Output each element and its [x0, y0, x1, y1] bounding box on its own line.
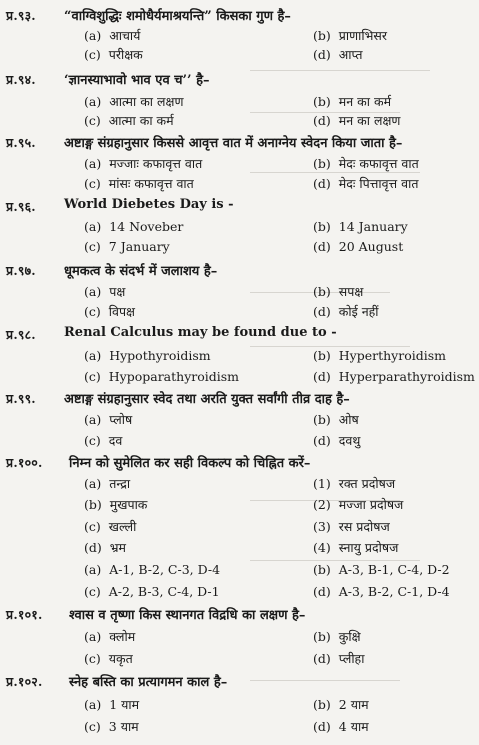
- option-b[interactable]: (b) सपक्ष: [313, 284, 364, 299]
- option-c[interactable]: (c) परीक्षक: [84, 47, 143, 62]
- question-number: प्र.९९.: [6, 391, 36, 406]
- question-text: अष्टाङ्ग संग्रहानुसार स्वेद तथा अरति युक्त सर्वांगी तीव्र दाह है–: [64, 392, 350, 407]
- bleed-through-line: [250, 346, 410, 347]
- option-d[interactable]: (d) 4 याम: [313, 719, 369, 734]
- option-a[interactable]: (a) मज्जाः कफावृत्त वात: [84, 156, 203, 171]
- match-right-item: (1) रक्त प्रदोषज: [313, 476, 396, 491]
- question-text: World Diebetes Day is -: [64, 197, 234, 212]
- option-d[interactable]: (d) आप्त: [313, 47, 363, 62]
- option-b[interactable]: (b) प्राणाभिसर: [313, 28, 387, 43]
- option-b[interactable]: (b) कुक्षि: [313, 629, 361, 644]
- option-b[interactable]: (b) ओष: [313, 412, 359, 427]
- question-number: प्र.९३.: [6, 8, 36, 23]
- option-a[interactable]: (a) प्लोष: [84, 412, 133, 427]
- match-left-item: (b) मुखपाक: [84, 497, 148, 512]
- match-right-item: (4) स्नायु प्रदोषज: [313, 540, 399, 555]
- option-a[interactable]: (a) 14 Noveber: [84, 219, 184, 234]
- question-text: “वाग्विशुद्धिः शमोधैर्यमाश्रयन्ति” किसका गुण है–: [64, 9, 291, 24]
- question-text: अष्टाङ्ग संग्रहानुसार किससे आवृत्त वात में अनाग्नेय स्वेदन किया जाता है–: [64, 136, 403, 151]
- question-text: निम्न को सुमेलित कर सही विकल्प को चिह्नित करें–: [69, 456, 311, 471]
- question-number: प्र.९४.: [6, 72, 36, 87]
- question-number: प्र.१०१.: [6, 607, 43, 622]
- option-b[interactable]: (b) A-3, B-1, C-4, D-2: [313, 562, 450, 577]
- question-number: प्र.९५.: [6, 135, 36, 150]
- match-right-item: (3) रस प्रदोषज: [313, 519, 390, 534]
- question-number: प्र.१००.: [6, 455, 43, 470]
- option-c[interactable]: (c) विपक्ष: [84, 304, 136, 319]
- option-d[interactable]: (d) दवथु: [313, 433, 361, 448]
- bleed-through-line: [250, 70, 430, 71]
- option-a[interactable]: (a) पक्ष: [84, 284, 126, 299]
- option-c[interactable]: (c) आत्मा का कर्म: [84, 113, 174, 128]
- option-c[interactable]: (c) 3 याम: [84, 719, 139, 734]
- option-b[interactable]: (b) Hyperthyroidism: [313, 348, 447, 363]
- option-c[interactable]: (c) यकृत: [84, 651, 133, 666]
- option-c[interactable]: (c) मांसः कफावृत्त वात: [84, 176, 194, 191]
- question-text: धूमकत्व के संदर्भ में जलाशय है–: [64, 264, 218, 279]
- option-d[interactable]: (d) मन का लक्षण: [313, 113, 401, 128]
- question-number: प्र.९७.: [6, 263, 36, 278]
- option-b[interactable]: (b) मन का कर्म: [313, 94, 392, 109]
- match-right-item: (2) मज्जा प्रदोषज: [313, 497, 404, 512]
- question-number: प्र.९६.: [6, 199, 36, 214]
- question-number: प्र.९८.: [6, 327, 36, 342]
- question-number: प्र.१०२.: [6, 674, 43, 689]
- option-b[interactable]: (b) 14 January: [313, 219, 408, 234]
- bleed-through-line: [250, 680, 400, 681]
- option-d[interactable]: (d) Hyperparathyroidism: [313, 369, 475, 384]
- match-left-item: (d) भ्रम: [84, 540, 127, 555]
- option-c[interactable]: (c) A-2, B-3, C-4, D-1: [84, 584, 220, 599]
- option-d[interactable]: (d) 20 August: [313, 239, 404, 254]
- bleed-through-line: [250, 172, 420, 173]
- question-text: Renal Calculus may be found due to -: [64, 325, 337, 340]
- option-d[interactable]: (d) प्लीहा: [313, 651, 365, 666]
- question-text: श्वास व तृष्णा किस स्थानगत विद्रधि का लक्षण है–: [69, 608, 306, 623]
- option-c[interactable]: (c) दव: [84, 433, 123, 448]
- option-d[interactable]: (d) मेदः पित्तावृत्त वात: [313, 176, 419, 191]
- option-c[interactable]: (c) 7 January: [84, 239, 170, 254]
- option-a[interactable]: (a) क्लोम: [84, 629, 136, 644]
- option-d[interactable]: (d) A-3, B-2, C-1, D-4: [313, 584, 450, 599]
- option-c[interactable]: (c) Hypoparathyroidism: [84, 369, 240, 384]
- option-b[interactable]: (b) मेदः कफावृत्त वात: [313, 156, 419, 171]
- question-text: ‘ज्ञानस्याभावो भाव एव च’’ है–: [64, 73, 210, 88]
- option-a[interactable]: (a) A-1, B-2, C-3, D-4: [84, 562, 221, 577]
- option-a[interactable]: (a) आत्मा का लक्षण: [84, 94, 184, 109]
- option-a[interactable]: (a) Hypothyroidism: [84, 348, 211, 363]
- match-left-item: (a) तन्द्रा: [84, 476, 131, 491]
- option-a[interactable]: (a) 1 याम: [84, 697, 140, 712]
- option-d[interactable]: (d) कोई नहीं: [313, 304, 379, 319]
- bleed-through-line: [250, 560, 420, 561]
- option-b[interactable]: (b) 2 याम: [313, 697, 369, 712]
- question-text: स्नेह बस्ति का प्रत्यागमन काल है–: [69, 675, 228, 690]
- match-left-item: (c) खल्ली: [84, 519, 137, 534]
- option-a[interactable]: (a) आचार्य: [84, 28, 141, 43]
